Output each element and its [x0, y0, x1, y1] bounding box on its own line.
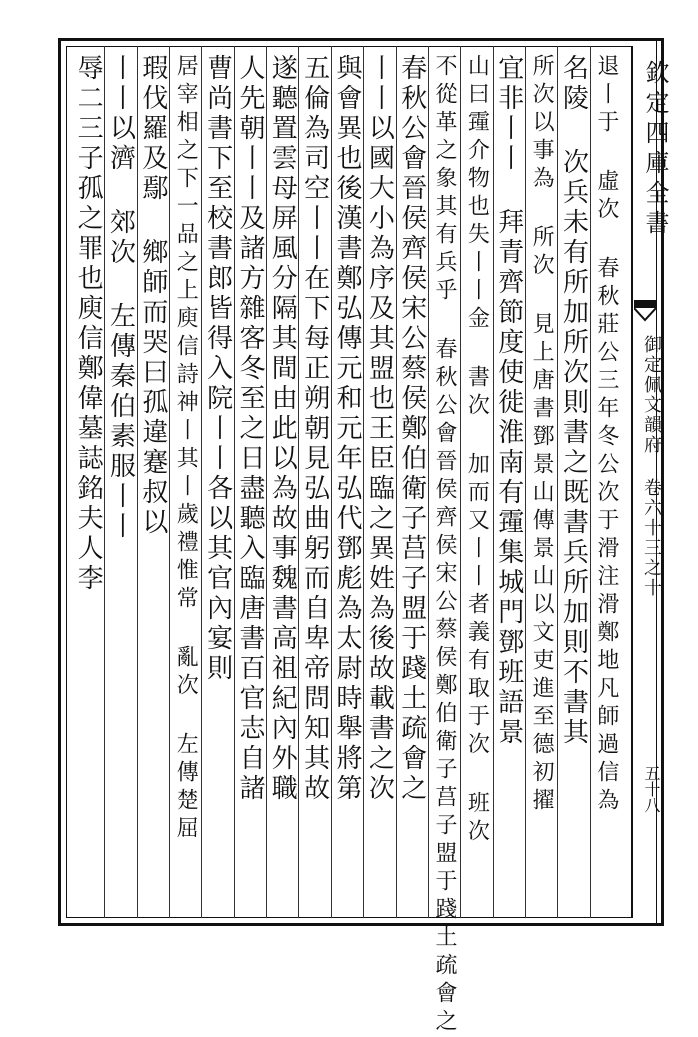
text-column: 所次以事為 所次 見上唐書鄧景山傳景山以文吏進至德初擢 [529, 54, 555, 816]
text-column: 春秋公會晉侯齊侯宋公蔡侯鄭伯衛子莒子盟于踐土疏會之 [396, 54, 427, 804]
text-column: 宜非丨丨 拜青齊節度使徙淮南有䨪集城門鄧班語景 [493, 54, 524, 748]
text-column: 不從革之象其有兵乎 春秋公會晉侯齊侯宋公蔡侯鄭伯衛子莒子盟于踐土疏會之 [432, 54, 458, 1037]
text-column: 瑕伐羅及鄢 鄉師而哭曰孤違蹇叔以 [137, 54, 168, 538]
text-column: 丨丨以國大小為序及其盟也王臣臨之異姓為後故載書之次 [364, 54, 395, 804]
volume-label: 御定佩文韻府 卷六十三之十 [641, 335, 662, 598]
text-column: 五倫為司空丨丨在下每正朔朝見弘曲躬而自卑帝問知其故 [299, 54, 330, 804]
text-column: 遂聽置雲母屏風分隔其間由此以為故事魏書高祖紀內外職 [267, 54, 298, 804]
text-column: 名陵 次兵未有所加所次則書之既書兵所加則不書其 [558, 54, 589, 748]
text-column: 山曰䨪介物也失丨丨金 書次 加而又丨丨者義有取于次 班次 [464, 54, 490, 847]
text-column: 與會異也後漢書鄭弘傳元和元年弘代鄧彪為太尉時舉將第 [332, 54, 362, 804]
text-column: 退丨于 虛次 春秋莊公三年冬公次于滑注滑鄭地凡師過信為 [593, 54, 619, 816]
text-column: 人先朝丨丨及諸方雜客冬至之日盡聽入臨唐書百官志自諸 [234, 54, 265, 804]
page-number: 五十八 [642, 765, 661, 813]
text-column: 曹尚書下至校書郎皆得入院丨丨各以其官內宴則 [202, 54, 233, 684]
text-column: 辱二三子孤之罪也庾信鄭偉墓誌銘夫人李 [73, 54, 104, 594]
book-title: 欽定四庫全書 [641, 60, 669, 240]
text-column: 居宰相之下一品之上庾信詩神丨其丨歲禮惟常 亂次 左傳楚屈 [173, 54, 199, 844]
text-column: 丨丨以濟 郊次 左傳秦伯素服丨丨 [105, 54, 136, 542]
fish-tail-icon [634, 300, 656, 326]
